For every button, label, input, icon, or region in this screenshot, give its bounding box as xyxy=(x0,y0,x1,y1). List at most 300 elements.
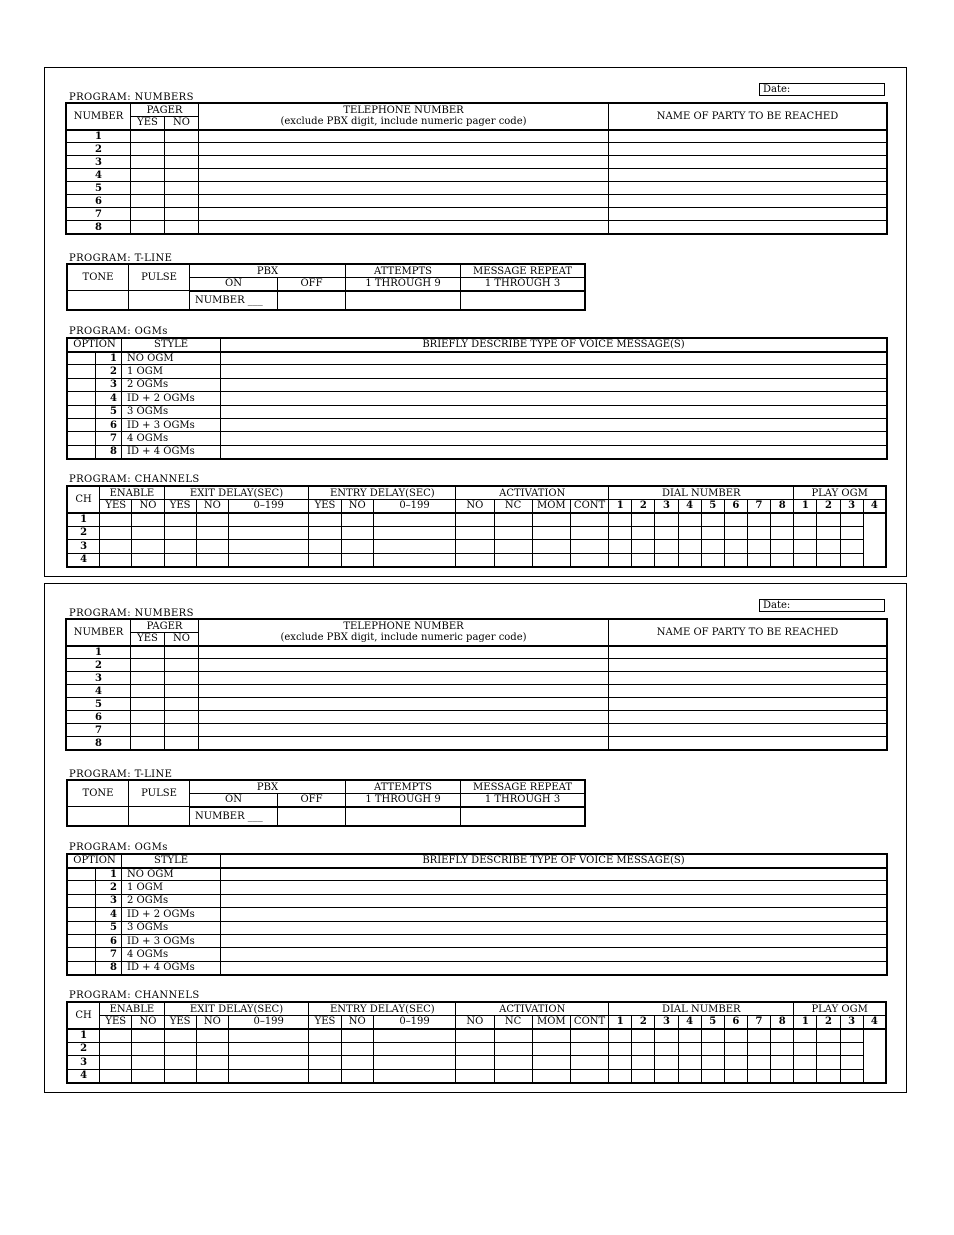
channel-entry-cell[interactable] xyxy=(817,1029,840,1043)
channel-entry-cell[interactable] xyxy=(456,1069,494,1083)
voice-message-description-cell[interactable] xyxy=(221,365,887,378)
option-check-cell[interactable] xyxy=(68,405,96,418)
telephone-number-cell[interactable] xyxy=(199,685,609,698)
pager-yes-cell[interactable] xyxy=(131,208,165,221)
pager-no-cell[interactable] xyxy=(165,221,199,234)
channel-entry-cell[interactable] xyxy=(840,513,863,527)
telephone-number-cell[interactable] xyxy=(199,195,609,208)
channel-entry-cell[interactable] xyxy=(655,1069,678,1083)
channel-entry-cell[interactable] xyxy=(132,553,164,567)
channel-entry-cell[interactable] xyxy=(100,513,132,527)
pager-yes-cell[interactable] xyxy=(131,685,165,698)
tone-entry[interactable] xyxy=(68,807,129,826)
telephone-number-cell[interactable] xyxy=(199,659,609,672)
channel-entry-cell[interactable] xyxy=(373,513,455,527)
party-name-cell[interactable] xyxy=(609,724,887,737)
channel-entry-cell[interactable] xyxy=(341,553,373,567)
telephone-number-cell[interactable] xyxy=(199,208,609,221)
channel-entry-cell[interactable] xyxy=(164,526,196,540)
channel-entry-cell[interactable] xyxy=(632,553,655,567)
date-field[interactable] xyxy=(759,83,885,96)
channel-entry-cell[interactable] xyxy=(817,540,840,554)
voice-message-description-cell[interactable] xyxy=(221,961,887,974)
voice-message-description-cell[interactable] xyxy=(221,894,887,907)
channel-entry-cell[interactable] xyxy=(132,513,164,527)
pager-yes-cell[interactable] xyxy=(131,711,165,724)
telephone-number-cell[interactable] xyxy=(199,724,609,737)
channel-entry-cell[interactable] xyxy=(794,1042,817,1056)
channel-entry-cell[interactable] xyxy=(701,1029,724,1043)
channel-entry-cell[interactable] xyxy=(570,1029,608,1043)
channel-entry-cell[interactable] xyxy=(570,553,608,567)
channel-entry-cell[interactable] xyxy=(341,526,373,540)
channel-entry-cell[interactable] xyxy=(817,1056,840,1070)
pager-yes-cell[interactable] xyxy=(131,646,165,659)
telephone-number-cell[interactable] xyxy=(199,711,609,724)
channel-entry-cell[interactable] xyxy=(701,1042,724,1056)
channel-entry-cell[interactable] xyxy=(609,1056,632,1070)
channel-entry-cell[interactable] xyxy=(456,1029,494,1043)
channel-entry-cell[interactable] xyxy=(309,1042,341,1056)
telephone-number-cell[interactable] xyxy=(199,672,609,685)
party-name-cell[interactable] xyxy=(609,221,887,234)
channel-entry-cell[interactable] xyxy=(570,513,608,527)
channel-entry-cell[interactable] xyxy=(678,540,701,554)
channel-entry-cell[interactable] xyxy=(609,1029,632,1043)
channel-entry-cell[interactable] xyxy=(456,526,494,540)
channel-entry-cell[interactable] xyxy=(794,540,817,554)
channel-entry-cell[interactable] xyxy=(632,1042,655,1056)
channel-entry-cell[interactable] xyxy=(570,1069,608,1083)
voice-message-description-cell[interactable] xyxy=(221,908,887,921)
pulse-entry[interactable] xyxy=(129,291,190,310)
channel-entry-cell[interactable] xyxy=(373,526,455,540)
pager-no-cell[interactable] xyxy=(165,737,199,750)
channel-entry-cell[interactable] xyxy=(701,1069,724,1083)
channel-entry-cell[interactable] xyxy=(701,513,724,527)
pager-no-cell[interactable] xyxy=(165,182,199,195)
party-name-cell[interactable] xyxy=(609,169,887,182)
channel-entry-cell[interactable] xyxy=(678,1042,701,1056)
channel-entry-cell[interactable] xyxy=(747,540,770,554)
voice-message-description-cell[interactable] xyxy=(221,378,887,391)
channel-entry-cell[interactable] xyxy=(840,1056,863,1070)
channel-entry-cell[interactable] xyxy=(456,553,494,567)
telephone-number-cell[interactable] xyxy=(199,182,609,195)
telephone-number-cell[interactable] xyxy=(199,143,609,156)
voice-message-description-cell[interactable] xyxy=(221,352,887,365)
option-check-cell[interactable] xyxy=(68,948,96,961)
channel-entry-cell[interactable] xyxy=(724,513,747,527)
channel-entry-cell[interactable] xyxy=(817,526,840,540)
channel-entry-cell[interactable] xyxy=(100,526,132,540)
channel-entry-cell[interactable] xyxy=(494,540,532,554)
channel-entry-cell[interactable] xyxy=(724,1069,747,1083)
pager-no-cell[interactable] xyxy=(165,143,199,156)
voice-message-description-cell[interactable] xyxy=(221,881,887,894)
channel-entry-cell[interactable] xyxy=(100,1069,132,1083)
pager-no-cell[interactable] xyxy=(165,208,199,221)
channel-entry-cell[interactable] xyxy=(609,540,632,554)
channel-entry-cell[interactable] xyxy=(794,1029,817,1043)
option-check-cell[interactable] xyxy=(68,934,96,947)
channel-entry-cell[interactable] xyxy=(164,1056,196,1070)
channel-entry-cell[interactable] xyxy=(724,553,747,567)
option-check-cell[interactable] xyxy=(68,418,96,431)
channel-entry-cell[interactable] xyxy=(678,513,701,527)
channel-entry-cell[interactable] xyxy=(724,1042,747,1056)
channel-entry-cell[interactable] xyxy=(701,1056,724,1070)
pager-yes-cell[interactable] xyxy=(131,143,165,156)
channel-entry-cell[interactable] xyxy=(747,513,770,527)
channel-entry-cell[interactable] xyxy=(532,1042,570,1056)
channel-entry-cell[interactable] xyxy=(532,553,570,567)
channel-entry-cell[interactable] xyxy=(570,1056,608,1070)
telephone-number-cell[interactable] xyxy=(199,130,609,143)
exit-range: 0–199 xyxy=(228,500,309,513)
voice-message-description-cell[interactable] xyxy=(221,445,887,458)
pager-yes-cell[interactable] xyxy=(131,698,165,711)
option-check-cell[interactable] xyxy=(68,445,96,458)
channel-entry-cell[interactable] xyxy=(655,1042,678,1056)
pulse-entry[interactable] xyxy=(129,807,190,826)
voice-message-description-cell[interactable] xyxy=(221,432,887,445)
channel-entry-cell[interactable] xyxy=(494,513,532,527)
channel-entry-cell[interactable] xyxy=(724,540,747,554)
channel-entry-cell[interactable] xyxy=(456,540,494,554)
channel-entry-cell[interactable] xyxy=(632,1069,655,1083)
channel-entry-cell[interactable] xyxy=(794,513,817,527)
channel-entry-cell[interactable] xyxy=(632,513,655,527)
pager-yes-cell[interactable] xyxy=(131,737,165,750)
channel-entry-cell[interactable] xyxy=(164,1042,196,1056)
pager-yes-cell[interactable] xyxy=(131,221,165,234)
voice-message-description-cell[interactable] xyxy=(221,934,887,947)
party-name-cell[interactable] xyxy=(609,698,887,711)
channel-entry-cell[interactable] xyxy=(632,540,655,554)
channel-entry-cell[interactable] xyxy=(747,1069,770,1083)
voice-message-description-cell[interactable] xyxy=(221,868,887,881)
channel-entry-cell[interactable] xyxy=(132,1042,164,1056)
channel-entry-cell[interactable] xyxy=(655,513,678,527)
pager-no-cell[interactable] xyxy=(165,672,199,685)
channel-entry-cell[interactable] xyxy=(100,553,132,567)
party-name-cell[interactable] xyxy=(609,143,887,156)
option-check-cell[interactable] xyxy=(68,868,96,881)
channel-entry-cell[interactable] xyxy=(840,1069,863,1083)
channel-entry-cell[interactable] xyxy=(196,1056,228,1070)
option-check-cell[interactable] xyxy=(68,961,96,974)
channel-entry-cell[interactable] xyxy=(164,553,196,567)
channel-entry-cell[interactable] xyxy=(609,1069,632,1083)
channel-entry-cell[interactable] xyxy=(532,1029,570,1043)
channel-entry-cell[interactable] xyxy=(494,1029,532,1043)
pager-yes-cell[interactable] xyxy=(131,130,165,143)
channel-entry-cell[interactable] xyxy=(771,513,794,527)
pager-no-cell[interactable] xyxy=(165,698,199,711)
channel-entry-cell[interactable] xyxy=(196,1029,228,1043)
ogm-style: ID + 2 OGMs xyxy=(122,392,221,405)
channel-entry-cell[interactable] xyxy=(456,1042,494,1056)
channel-entry-cell[interactable] xyxy=(840,526,863,540)
option-check-cell[interactable] xyxy=(68,365,96,378)
channel-entry-cell[interactable] xyxy=(747,1042,770,1056)
channel-entry-cell[interactable] xyxy=(228,526,309,540)
option-check-cell[interactable] xyxy=(68,352,96,365)
message-repeat-entry[interactable] xyxy=(461,291,585,310)
pager-yes-cell[interactable] xyxy=(131,724,165,737)
tone-entry[interactable] xyxy=(68,291,129,310)
telephone-number-cell[interactable] xyxy=(199,737,609,750)
channel-entry-cell[interactable] xyxy=(228,513,309,527)
channel-entry-cell[interactable] xyxy=(196,526,228,540)
channel-entry-cell[interactable] xyxy=(309,540,341,554)
channel-entry-cell[interactable] xyxy=(570,540,608,554)
telephone-number-cell[interactable] xyxy=(199,698,609,711)
pager-yes-cell[interactable] xyxy=(131,182,165,195)
channel-entry-cell[interactable] xyxy=(840,553,863,567)
channel-entry-cell[interactable] xyxy=(132,540,164,554)
pager-no-cell[interactable] xyxy=(165,659,199,672)
pager-no-cell[interactable] xyxy=(165,130,199,143)
channel-entry-cell[interactable] xyxy=(655,526,678,540)
channel-entry-cell[interactable] xyxy=(228,1056,309,1070)
channel-entry-cell[interactable] xyxy=(609,1042,632,1056)
channel-entry-cell[interactable] xyxy=(678,553,701,567)
voice-message-description-cell[interactable] xyxy=(221,921,887,934)
pager-yes-cell[interactable] xyxy=(131,672,165,685)
channel-entry-cell[interactable] xyxy=(164,540,196,554)
channel-entry-cell[interactable] xyxy=(196,1042,228,1056)
channel-entry-cell[interactable] xyxy=(771,1042,794,1056)
party-name-cell[interactable] xyxy=(609,737,887,750)
pbx-number-entry[interactable]: NUMBER ___ xyxy=(190,291,278,310)
channel-entry-cell[interactable] xyxy=(724,526,747,540)
programming-form-2 xyxy=(44,583,907,1093)
channel-entry-cell[interactable] xyxy=(747,1029,770,1043)
channel-entry-cell[interactable] xyxy=(771,1029,794,1043)
attempts-entry[interactable] xyxy=(346,807,461,826)
channel-entry-cell[interactable] xyxy=(373,553,455,567)
pager-no-cell[interactable] xyxy=(165,685,199,698)
channel-entry-cell[interactable] xyxy=(132,1069,164,1083)
date-field[interactable] xyxy=(759,599,885,612)
channel-entry-cell[interactable] xyxy=(373,1042,455,1056)
channel-entry-cell[interactable] xyxy=(494,526,532,540)
party-name-cell[interactable] xyxy=(609,659,887,672)
channel-entry-cell[interactable] xyxy=(228,1029,309,1043)
voice-message-description-cell[interactable] xyxy=(221,392,887,405)
channel-entry-cell[interactable] xyxy=(609,513,632,527)
channel-entry-cell[interactable] xyxy=(309,553,341,567)
option-check-cell[interactable] xyxy=(68,432,96,445)
voice-message-description-cell[interactable] xyxy=(221,405,887,418)
channel-entry-cell[interactable] xyxy=(817,1069,840,1083)
channel-entry-cell[interactable] xyxy=(678,526,701,540)
channel-entry-cell[interactable] xyxy=(309,1029,341,1043)
channel-entry-cell[interactable] xyxy=(373,1069,455,1083)
channel-entry-cell[interactable] xyxy=(701,526,724,540)
party-name-cell[interactable] xyxy=(609,130,887,143)
channel-entry-cell[interactable] xyxy=(794,553,817,567)
pager-no-cell[interactable] xyxy=(165,724,199,737)
pager-no-cell[interactable] xyxy=(165,156,199,169)
channel-entry-cell[interactable] xyxy=(678,1069,701,1083)
channel-entry-cell[interactable] xyxy=(373,1056,455,1070)
channel-entry-cell[interactable] xyxy=(724,1029,747,1043)
party-name-cell[interactable] xyxy=(609,685,887,698)
option-check-cell[interactable] xyxy=(68,392,96,405)
channel-entry-cell[interactable] xyxy=(794,1056,817,1070)
channel-entry-cell[interactable] xyxy=(817,513,840,527)
pager-no-cell[interactable] xyxy=(165,711,199,724)
voice-message-description-cell[interactable] xyxy=(221,948,887,961)
pbx-off-entry[interactable] xyxy=(278,291,346,310)
channel-entry-cell[interactable] xyxy=(817,1042,840,1056)
channel-entry-cell[interactable] xyxy=(164,1029,196,1043)
channel-entry-cell[interactable] xyxy=(655,1029,678,1043)
channel-entry-cell[interactable] xyxy=(309,513,341,527)
pbx-off-entry[interactable] xyxy=(278,807,346,826)
channel-entry-cell[interactable] xyxy=(532,526,570,540)
party-name-cell[interactable] xyxy=(609,195,887,208)
channel-entry-cell[interactable] xyxy=(309,1069,341,1083)
channel-entry-cell[interactable] xyxy=(771,1069,794,1083)
pbx-number-entry[interactable]: NUMBER ___ xyxy=(190,807,278,826)
channel-entry-cell[interactable] xyxy=(341,1056,373,1070)
pager-yes-cell[interactable] xyxy=(131,195,165,208)
channel-entry-cell[interactable] xyxy=(609,553,632,567)
channel-entry-cell[interactable] xyxy=(747,526,770,540)
channel-entry-cell[interactable] xyxy=(494,1069,532,1083)
option-check-cell[interactable] xyxy=(68,921,96,934)
ogm-style: NO OGM xyxy=(122,352,221,365)
col-option-header: OPTION xyxy=(68,855,122,868)
channel-entry-cell[interactable] xyxy=(494,1042,532,1056)
channel-entry-cell[interactable] xyxy=(228,540,309,554)
party-name-cell[interactable] xyxy=(609,182,887,195)
channel-entry-cell[interactable] xyxy=(747,1056,770,1070)
channel-entry-cell[interactable] xyxy=(341,1029,373,1043)
channel-entry-cell[interactable] xyxy=(132,1056,164,1070)
channel-entry-cell[interactable] xyxy=(840,540,863,554)
channel-entry-cell[interactable] xyxy=(747,553,770,567)
pager-yes-cell[interactable] xyxy=(131,169,165,182)
channel-entry-cell[interactable] xyxy=(494,553,532,567)
attempts-entry[interactable] xyxy=(346,291,461,310)
option-check-cell[interactable] xyxy=(68,894,96,907)
option-check-cell[interactable] xyxy=(68,908,96,921)
channel-entry-cell[interactable] xyxy=(341,1069,373,1083)
pager-no-cell[interactable] xyxy=(165,646,199,659)
channel-entry-cell[interactable] xyxy=(532,1056,570,1070)
channel-entry-cell[interactable] xyxy=(794,526,817,540)
channel-entry-cell[interactable] xyxy=(494,1056,532,1070)
pager-yes-cell[interactable] xyxy=(131,659,165,672)
channel-entry-cell[interactable] xyxy=(632,1029,655,1043)
channel-entry-cell[interactable] xyxy=(724,1056,747,1070)
channel-entry-cell[interactable] xyxy=(655,553,678,567)
channel-entry-cell[interactable] xyxy=(678,1029,701,1043)
channel-entry-cell[interactable] xyxy=(632,526,655,540)
channel-entry-cell[interactable] xyxy=(341,540,373,554)
telephone-number-cell[interactable] xyxy=(199,221,609,234)
party-name-cell[interactable] xyxy=(609,711,887,724)
party-name-cell[interactable] xyxy=(609,646,887,659)
channel-entry-cell[interactable] xyxy=(456,513,494,527)
channel-entry-cell[interactable] xyxy=(570,526,608,540)
channel-entry-cell[interactable] xyxy=(817,553,840,567)
channel-entry-cell[interactable] xyxy=(373,540,455,554)
option-check-cell[interactable] xyxy=(68,378,96,391)
channel-entry-cell[interactable] xyxy=(196,540,228,554)
channel-entry-cell[interactable] xyxy=(701,540,724,554)
channel-entry-cell[interactable] xyxy=(228,553,309,567)
ogm-style: 1 OGM xyxy=(122,365,221,378)
channel-entry-cell[interactable] xyxy=(570,1042,608,1056)
channel-entry-cell[interactable] xyxy=(228,1069,309,1083)
channel-entry-cell[interactable] xyxy=(678,1056,701,1070)
channel-entry-cell[interactable] xyxy=(771,1056,794,1070)
channel-entry-cell[interactable] xyxy=(373,1029,455,1043)
channel-entry-cell[interactable] xyxy=(771,540,794,554)
channel-entry-cell[interactable] xyxy=(632,1056,655,1070)
channel-entry-cell[interactable] xyxy=(701,553,724,567)
channel-entry-cell[interactable] xyxy=(655,1056,678,1070)
channel-entry-cell[interactable] xyxy=(164,513,196,527)
channel-entry-cell[interactable] xyxy=(309,526,341,540)
party-name-cell[interactable] xyxy=(609,672,887,685)
channel-entry-cell[interactable] xyxy=(609,526,632,540)
channel-entry-cell[interactable] xyxy=(196,513,228,527)
channel-entry-cell[interactable] xyxy=(100,540,132,554)
telephone-number-cell[interactable] xyxy=(199,156,609,169)
telephone-number-cell[interactable] xyxy=(199,169,609,182)
channel-entry-cell[interactable] xyxy=(532,540,570,554)
channel-entry-cell[interactable] xyxy=(532,1069,570,1083)
option-check-cell[interactable] xyxy=(68,881,96,894)
telephone-number-cell[interactable] xyxy=(199,646,609,659)
party-name-cell[interactable] xyxy=(609,156,887,169)
pager-no-cell[interactable] xyxy=(165,169,199,182)
channel-entry-cell[interactable] xyxy=(132,526,164,540)
party-name-cell[interactable] xyxy=(609,208,887,221)
channel-entry-cell[interactable] xyxy=(100,1056,132,1070)
pager-yes-cell[interactable] xyxy=(131,156,165,169)
channel-entry-cell[interactable] xyxy=(771,553,794,567)
channel-entry-cell[interactable] xyxy=(771,526,794,540)
voice-message-description-cell[interactable] xyxy=(221,418,887,431)
channel-entry-cell[interactable] xyxy=(341,1042,373,1056)
channel-entry-cell[interactable] xyxy=(456,1056,494,1070)
pager-no-cell[interactable] xyxy=(165,195,199,208)
channel-entry-cell[interactable] xyxy=(341,513,373,527)
channel-entry-cell[interactable] xyxy=(794,1069,817,1083)
channel-entry-cell[interactable] xyxy=(100,1042,132,1056)
channel-entry-cell[interactable] xyxy=(196,553,228,567)
channel-entry-cell[interactable] xyxy=(840,1042,863,1056)
channel-entry-cell[interactable] xyxy=(309,1056,341,1070)
message-repeat-entry[interactable] xyxy=(461,807,585,826)
channel-entry-cell[interactable] xyxy=(655,540,678,554)
channel-entry-cell[interactable] xyxy=(228,1042,309,1056)
channel-entry-cell[interactable] xyxy=(100,1029,132,1043)
channel-entry-cell[interactable] xyxy=(164,1069,196,1083)
channel-entry-cell[interactable] xyxy=(840,1029,863,1043)
channel-entry-cell[interactable] xyxy=(132,1029,164,1043)
channel-entry-cell[interactable] xyxy=(196,1069,228,1083)
channel-entry-cell[interactable] xyxy=(532,513,570,527)
